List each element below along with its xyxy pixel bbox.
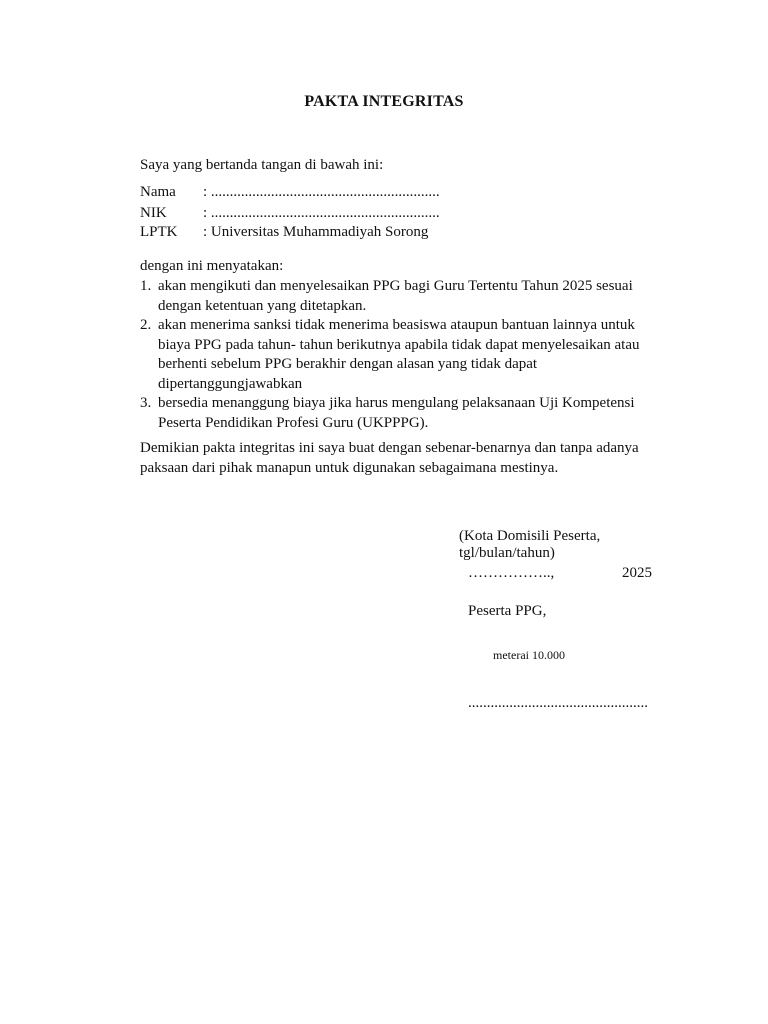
- declaration-list: [140, 277, 660, 433]
- item-text: akan mengikuti dan menyelesaikan PPG bagi Guru Tertentu Tahun 2025 sesuai dengan ketentuan yang ditetapkan.: [158, 278, 633, 314]
- field-label: LPTK: [140, 224, 178, 240]
- signature-name-line: ................................................: [468, 695, 648, 711]
- item-text: bersedia menanggung biaya jika harus mengulang pelaksanaan Uji Kompetensi Peserta Pendidikan Profesi Guru (UKPPPG).: [158, 395, 635, 431]
- item-number: 2.: [140, 317, 152, 333]
- closing-paragraph: Demikian pakta integritas ini saya buat dengan sebenar-benarnya dan tanpa adanya paksaan dari pihak manapun untuk digunakan sebagaimana mestinya.: [140, 440, 639, 476]
- list-item: [140, 277, 660, 316]
- field-lptk: [140, 224, 428, 241]
- field-value: : .............................................................: [203, 205, 440, 221]
- stamp-duty-label: meterai 10.000: [493, 648, 565, 662]
- signature-place-line2: tgl/bulan/tahun): [459, 545, 555, 561]
- list-item: [140, 316, 660, 394]
- field-nik: [140, 205, 440, 222]
- field-value: : Universitas Muhammadiyah Sorong: [203, 224, 429, 240]
- declaration-intro: dengan ini menyatakan:: [140, 258, 284, 274]
- field-value: : .............................................................: [203, 184, 440, 200]
- intro-text: Saya yang bertanda tangan di bawah ini:: [140, 157, 384, 173]
- item-number: 3.: [140, 395, 152, 411]
- item-number: 1.: [140, 278, 152, 294]
- item-text: akan menerima sanksi tidak menerima beasiswa ataupun bantuan lainnya untuk biaya PPG pada tahun- tahun berikutnya apabila tidak dapat menyelesaikan atau berhenti sebelum PPG berakhir dengan alasan yang tidak dapat dipertanggungjawabkan: [158, 317, 640, 392]
- list-item: [140, 394, 660, 433]
- signature-date-dots: ……………..,: [468, 565, 555, 581]
- signature-place-line1: (Kota Domisili Peserta,: [459, 528, 601, 544]
- document-title: PAKTA INTEGRITAS: [304, 93, 464, 110]
- field-label: NIK: [140, 205, 167, 221]
- signature-role: Peserta PPG,: [468, 603, 547, 619]
- field-nama: [140, 184, 440, 201]
- signature-year: 2025: [622, 565, 652, 581]
- field-label: Nama: [140, 184, 176, 200]
